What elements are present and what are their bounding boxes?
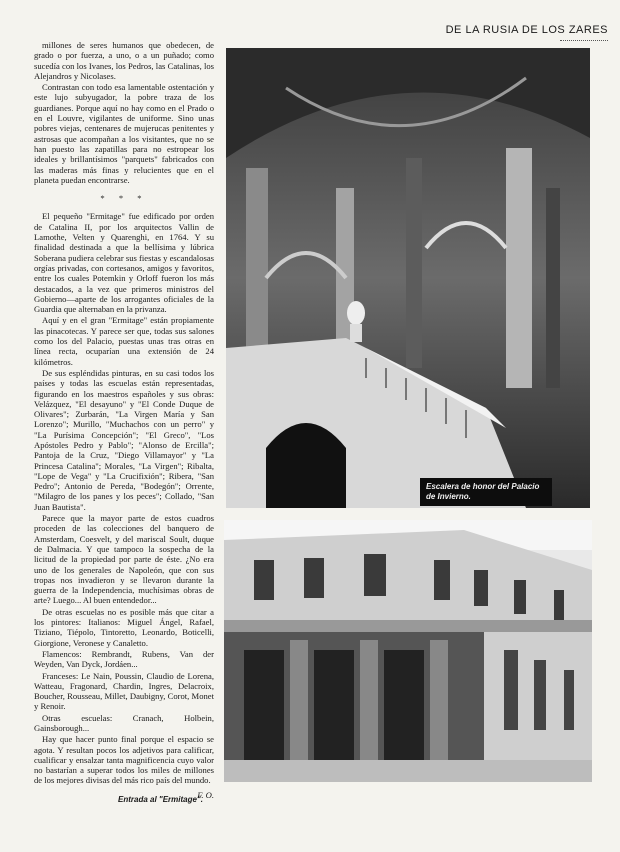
- paragraph: Otras escuelas: Cranach, Holbein, Gainsborough...: [34, 712, 214, 733]
- paragraph: Aquí y en el gran "Ermitage" están propiamente las pinacotecas. Y parece ser que, todas sus salones como los del Palacio, puestas unas tras otras en línea recta, ocuparían una extensión de 24 kilómetros.: [34, 315, 214, 367]
- staircase-illustration: [226, 48, 590, 508]
- paragraph: Contrastan con todo esa lamentable ostentación y este lujo subyugador, la pobre traza de los guardianes. Porque aquí no hay como en el Prado o en el Louvre, vigilantes de uniforme. Sino unas pobres viejas, centenares de mujerucas penitentes y astrosas que acompañan a los visitantes, que no se han puesto las zapatillas para no estropear los ideales y brillantísimos "parquets" fabricados con las maderas más finas y relucientes que en el planeta puedan encontrarse.: [34, 82, 214, 185]
- paragraph: Flamencos: Rembrandt, Rubens, Van der Weyden, Van Dyck, Jordáen...: [34, 648, 214, 670]
- section-separator: * * *: [100, 193, 148, 204]
- paragraph: Franceses: Le Nain, Poussin, Claudio de Lorena, Watteau, Fragonard, Chardin, Ingres, Delacroix, Boucher, Rousseau, Millet, Daubigny, Corot, Monet y Renoir.: [34, 670, 214, 712]
- paragraph: Hay que hacer punto final porque el espacio se agota. Y resultan pocos los adjetivos para calificar, cualificar y ensalzar tanta magnificencia cuyo valor no bastarían a superar todos los miles de millones de los mejores divisas del más rico país del mundo.: [34, 734, 214, 786]
- staircase-photo: [226, 48, 590, 508]
- paragraph: De sus espléndidas pinturas, en su casi todos los países y todas las escuelas están representadas, figurando en los maestros españoles y sus obras: Velázquez, "El desayuno" y "El Conde Duque de Olivares"; Zurbarán, "La Virgen María y San Lorenzo"; Murillo, "Muchachos con un perro" y "La Purísima Concepción"; "El Greco", "Los Apóstoles Pedro y Pablo"; "Alonso de Ercilla"; Pantoja de la Cruz, "Diego Villamayor" y "La Princesa Catalina"; Morales, "La Virgen"; Ribalta, "Lope de Vega" y "La Crucifixión"; Ribera, "San Pedro"; Antonio de Pereda, "Bodegón"; Orrente, "Milagro de los panes y los peces"; Collado, "San Juan Bautista".: [34, 367, 214, 512]
- author-signature: F. O.: [197, 789, 214, 800]
- entrance-illustration: [224, 520, 592, 782]
- entrance-caption: Entrada al "Ermitage".: [118, 795, 203, 804]
- staircase-caption: Escalera de honor del Palacio de Invierno.: [420, 478, 552, 506]
- paragraph: Parece que la mayor parte de estos cuadros proceden de las colecciones del banquero de Amsterdam, Coesvelt, y del mariscal Soult, duque de Dalmacia. Y que tampoco la sospecha de la licitud de la propiedad por parte de éste. ¿No era uno de los generales de Napoleón, que con sus tropas nos invadieron y se llevaron durante la guerra de la Independencia, muchísimas obras de arte? Luego... Al buen entendedor...: [34, 513, 214, 606]
- section-title: DE LA RUSIA DE LOS ZARES: [445, 24, 608, 36]
- paragraph: El pequeño "Ermitage" fue edificado por orden de Catalina II, por los arquitectos Vallin de Lamothe, Velten y Quarenghi, en 1764. Y su finalidad destinada a que la bellísima y lúbrica Soberana pudiera celebrar sus fiestas y escandalosas orgías privadas, con cortesanos, amigos y favoritos, entre los cuales Potemkin y Orloff fueron los más destacados, a la vez que primeros ministros del Gobierno—aparte de los arrogantes oficiales de la Guardia que alternaban en la privanza.: [34, 211, 214, 315]
- header-rule: [560, 40, 608, 41]
- paragraph: millones de seres humanos que obedecen, de grado o por fuerza, a uno, o a un puñado; como sucedía con los Ivanes, los Pedros, las Catalinas, los Alejandros y Nicolases.: [34, 40, 214, 81]
- paragraph: De otras escuelas no es posible más que citar a los pintores: Italianos: Miguel Ángel, Rafael, Tiziano, Tiépolo, Tintoretto, Leonardo, Boticelli, Giorgione, Veronese y Canaletto.: [34, 606, 214, 648]
- entrance-photo: [224, 520, 592, 782]
